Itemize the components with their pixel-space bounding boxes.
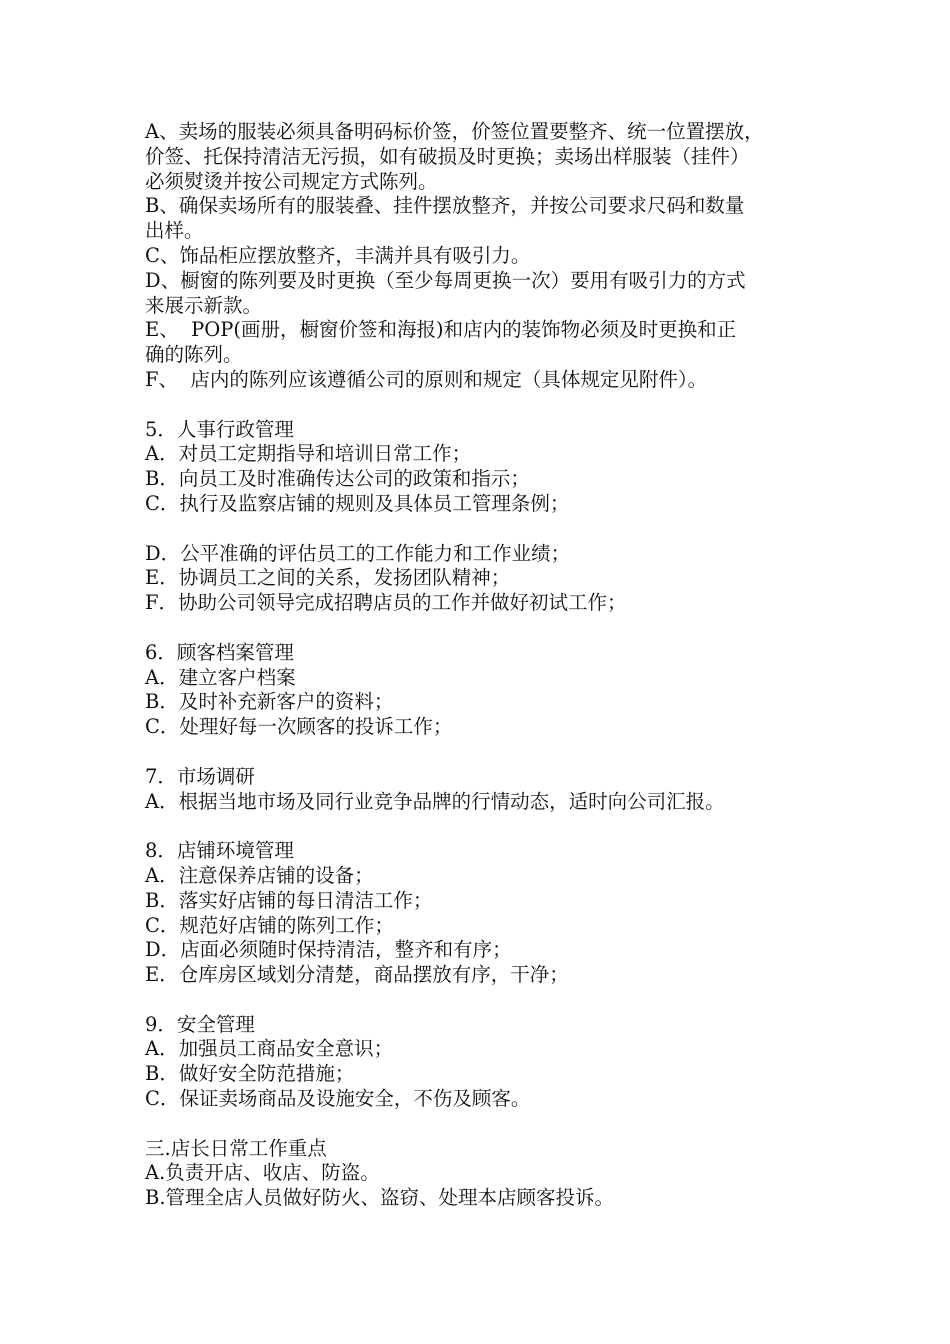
blank-line — [145, 393, 825, 418]
text-line: C．保证卖场商品及设施安全，不伤及顾客。 — [145, 1087, 531, 1111]
section-heading: 7．市场调研 — [145, 764, 255, 788]
section-heading: 8．店铺环境管理 — [145, 839, 294, 863]
blank-line — [145, 517, 825, 542]
text-line: B.管理全店人员做好防火、盗窃、处理本店顾客投诉。 — [145, 1186, 615, 1210]
text-line: D、橱窗的陈列要及时更换（至少每周更换一次）要用有吸引力的方式 — [145, 268, 746, 292]
text-line: 出样。 — [145, 219, 204, 243]
text-line: A．根据当地市场及同行业竞争品牌的行情动态，适时向公司汇报。 — [145, 789, 725, 813]
text-line: A、卖场的服装必须具备明码标价签，价签位置要整齐、统一位置摆放， — [145, 120, 764, 143]
text-line: 确的陈列。 — [145, 343, 243, 367]
text-line: B、确保卖场所有的服装叠、挂件摆放整齐，并按公司要求尺码和数量 — [145, 194, 745, 218]
text-line: A．注意保养店铺的设备； — [145, 863, 374, 887]
document-page — [145, 120, 825, 1211]
text-line: F．协助公司领导完成招聘店员的工作并做好初试工作； — [145, 591, 627, 615]
text-line: A．加强员工商品安全意识； — [145, 1037, 394, 1061]
blank-line — [145, 988, 825, 1013]
blank-line — [145, 740, 825, 765]
text-line: D．店面必须随时保持清洁，整齐和有序； — [145, 938, 512, 962]
text-line: 价签、托保持清洁无污损，如有破损及时更换；卖场出样服装（挂件） — [145, 144, 750, 168]
blank-line — [145, 616, 825, 641]
text-line: B．向员工及时准确传达公司的政策和指示； — [145, 467, 530, 491]
blank-line — [145, 814, 825, 839]
text-line: 来展示新款。 — [145, 293, 263, 317]
text-line: C．执行及监察店铺的规则及具体员工管理条例； — [145, 491, 570, 515]
text-line: E、 POP(画册，橱窗价签和海报)和店内的装饰物必须及时更换和正 — [145, 318, 737, 342]
text-line: B．及时补充新客户的资料； — [145, 690, 394, 714]
text-line: E．协调员工之间的关系，发扬团队精神； — [145, 566, 511, 590]
text-line: B．落实好店铺的每日清洁工作； — [145, 888, 433, 912]
text-line: E．仓库房区域划分清楚，商品摆放有序，干净； — [145, 963, 569, 987]
text-line: F、 店内的陈列应该遵循公司的原则和规定（具体规定见附件）。 — [145, 367, 708, 391]
text-line: B．做好安全防范措施； — [145, 1062, 355, 1086]
text-line: C、饰品柜应摆放整齐，丰满并具有吸引力。 — [145, 243, 531, 267]
section-heading: 9．安全管理 — [145, 1012, 255, 1036]
text-line: D．公平准确的评估员工的工作能力和工作业绩； — [145, 541, 571, 565]
section-heading: 5．人事行政管理 — [145, 417, 294, 441]
text-line: C．处理好每一次顾客的投诉工作； — [145, 715, 453, 739]
text-line: C．规范好店铺的陈列工作； — [145, 913, 394, 937]
text-line: A．建立客户档案 — [145, 665, 296, 689]
blank-line — [145, 1112, 825, 1137]
section-heading: 6．顾客档案管理 — [145, 640, 294, 664]
text-line: A.负责开店、收店、防盗。 — [145, 1161, 380, 1185]
section-heading: 三.店长日常工作重点 — [145, 1136, 327, 1160]
text-line: A．对员工定期指导和培训日常工作； — [145, 442, 472, 466]
text-line: 必须熨烫并按公司规定方式陈列。 — [145, 169, 438, 193]
